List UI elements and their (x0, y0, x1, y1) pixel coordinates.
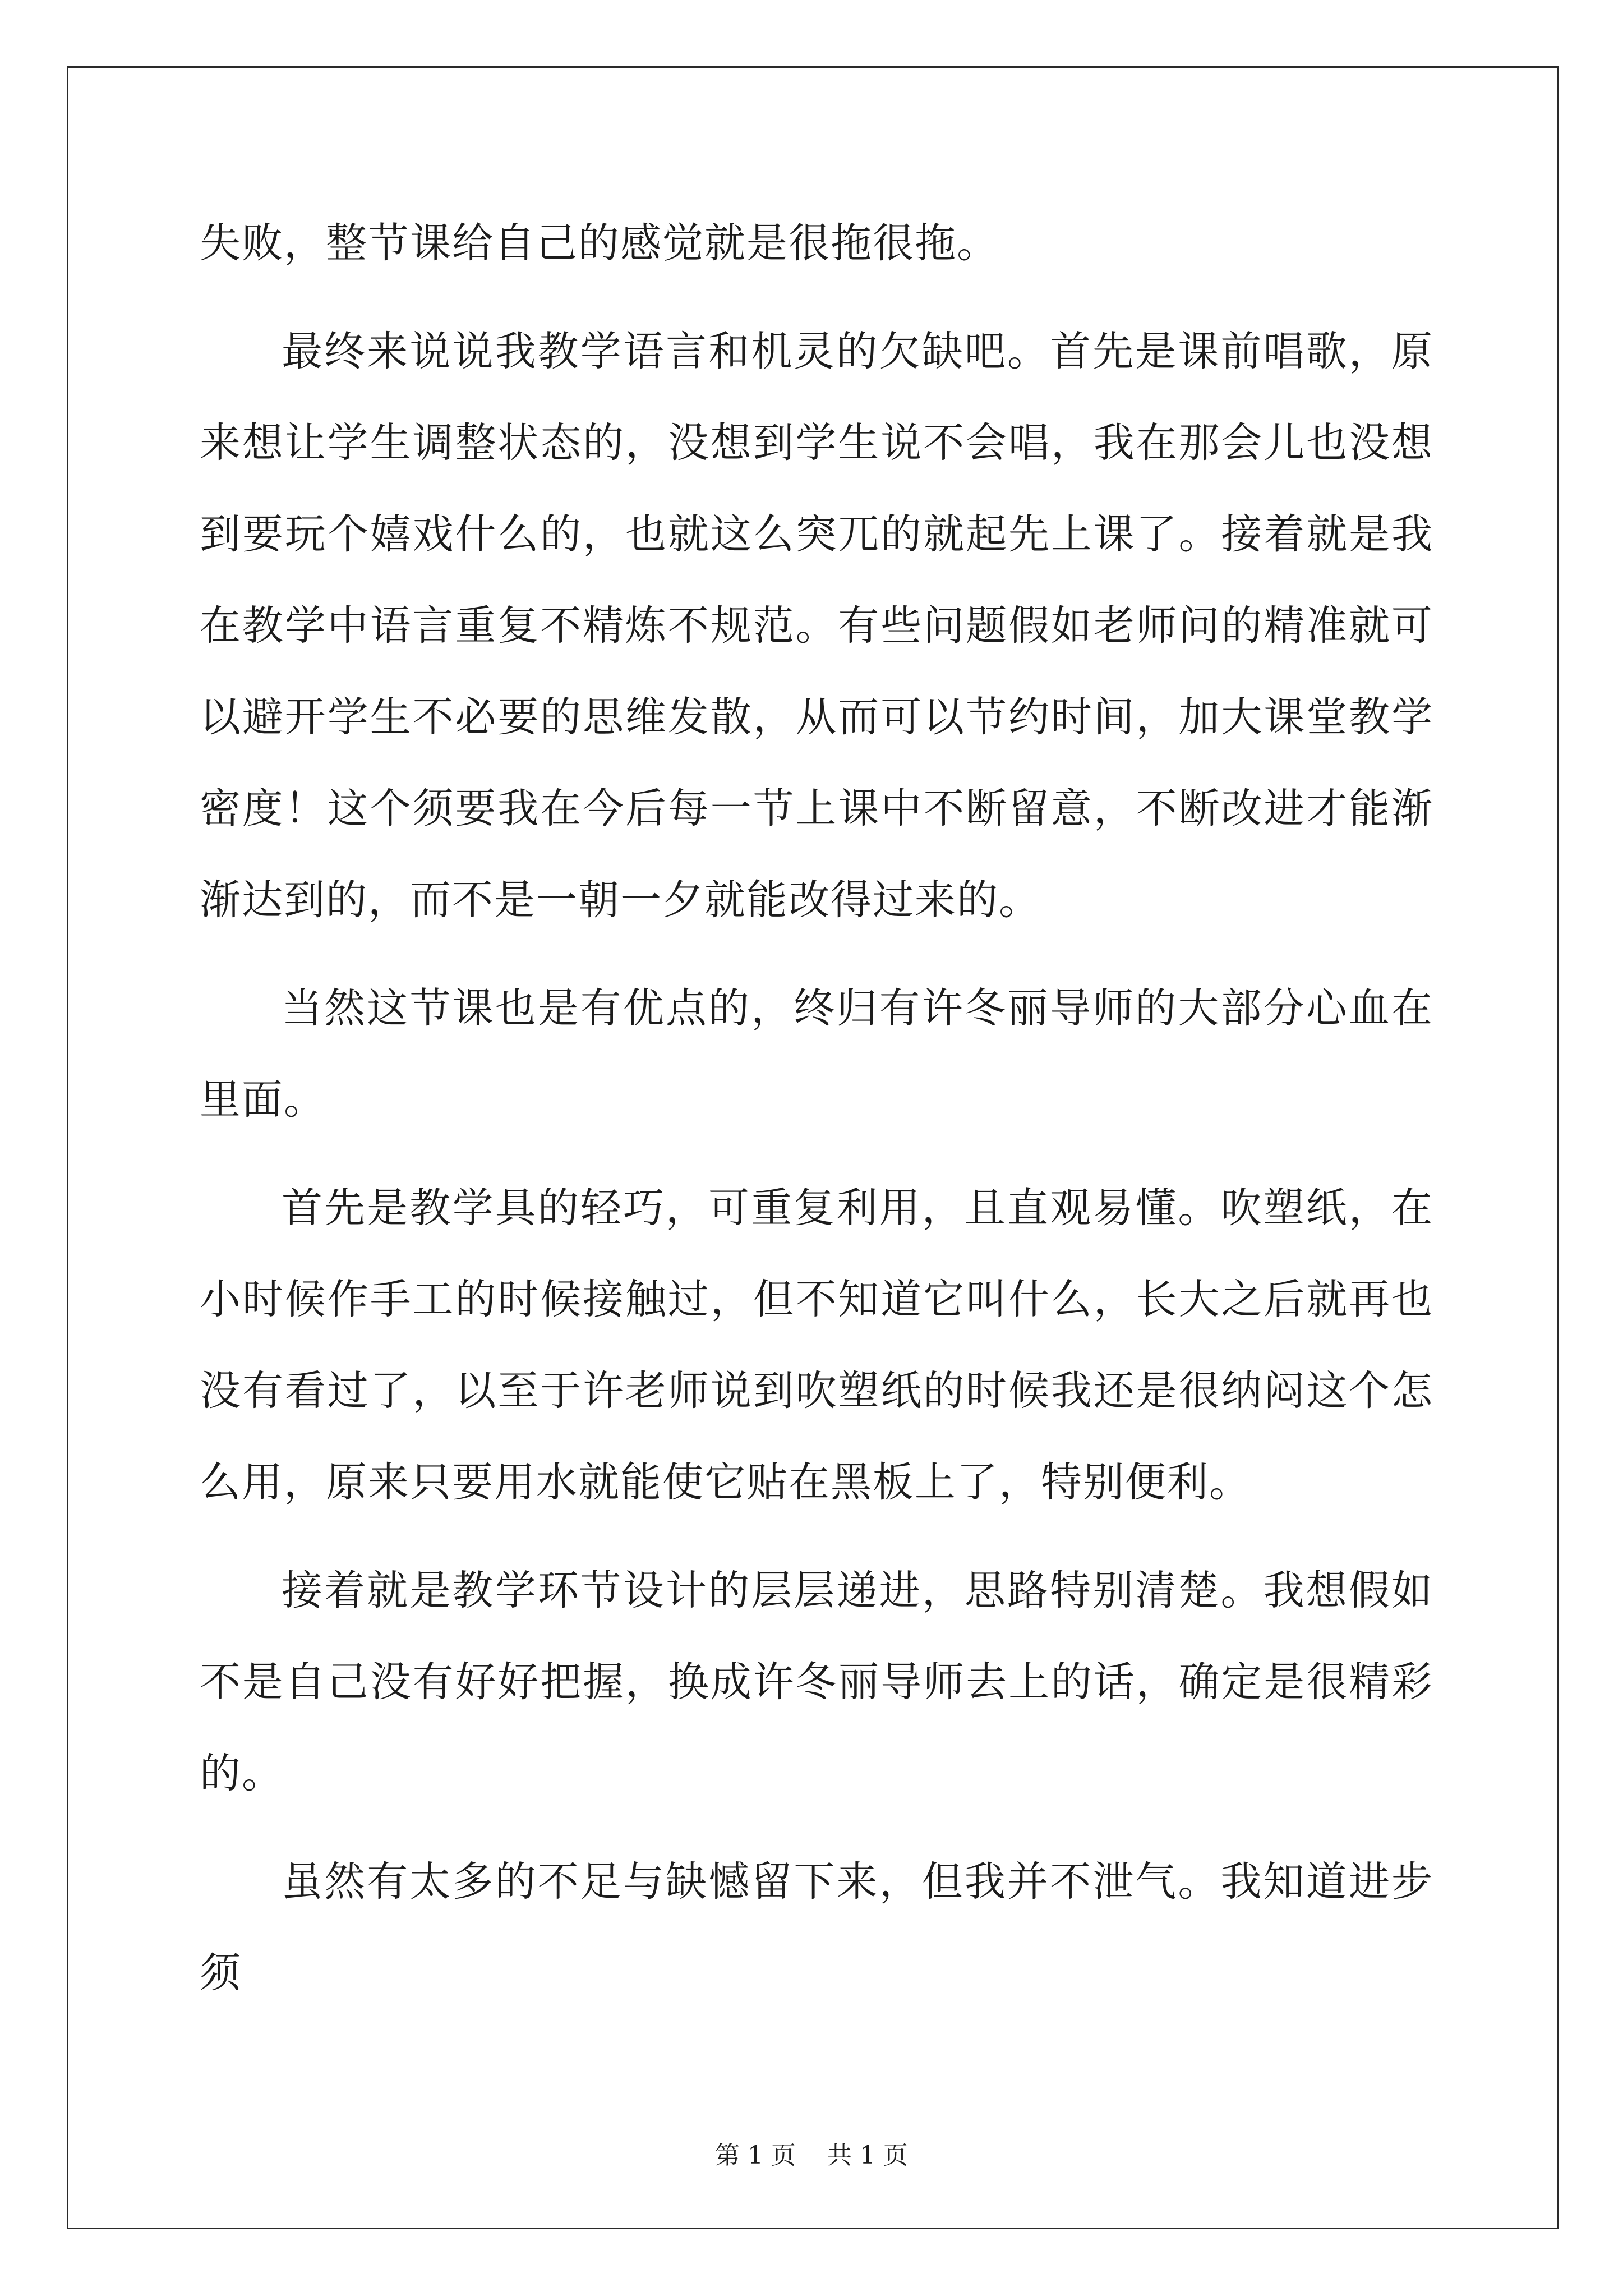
paragraph: 当然这节课也是有优点的，终归有许冬丽导师的大部分心血在里面。 (200, 984, 1433, 1124)
paragraph: 失败，整节课给自己的感觉就是很拖很拖。 (200, 219, 999, 267)
paragraph: 虽然有太多的不足与缺憾留下来，但我并不泄气。我知道进步须 (200, 1858, 1433, 1997)
page-number: 第 1 页 (715, 2141, 796, 2170)
paragraph: 接着就是教学环节设计的层层递进，思路特别清楚。我想假如不是自己没有好好把握，换成许冬丽导师去上的话，确定是很精彩的。 (200, 1567, 1433, 1797)
paragraph: 最终来说说我教学语言和机灵的欠缺吧。首先是课前唱歌，原来想让学生调整状态的，没想到学生说不会唱，我在那会儿也没想到要玩个嬉戏什么的，也就这么突兀的就起先上课了。接着就是我在教学中语言重复不精炼不规范。有些问题假如老师问的精准就可以避开学生不必要的思维发散，从而可以节约时间，加大课堂教学密度！这个须要我在今后每一节上课中不断留意，不断改进才能渐渐达到的，而不是一朝一夕就能改得过来的。 (200, 328, 1433, 924)
page-total: 共 1 页 (827, 2141, 908, 2170)
page-footer (0, 2135, 1623, 2171)
paragraph: 首先是教学具的轻巧，可重复利用，且直观易懂。吹塑纸，在小时候作手工的时候接触过，但不知道它叫什么，长大之后就再也没有看过了，以至于许老师说到吹塑纸的时候我还是很纳闷这个怎么用，原来只要用水就能使它贴在黑板上了，特别便利。 (200, 1184, 1433, 1506)
document-body (200, 197, 1433, 2036)
